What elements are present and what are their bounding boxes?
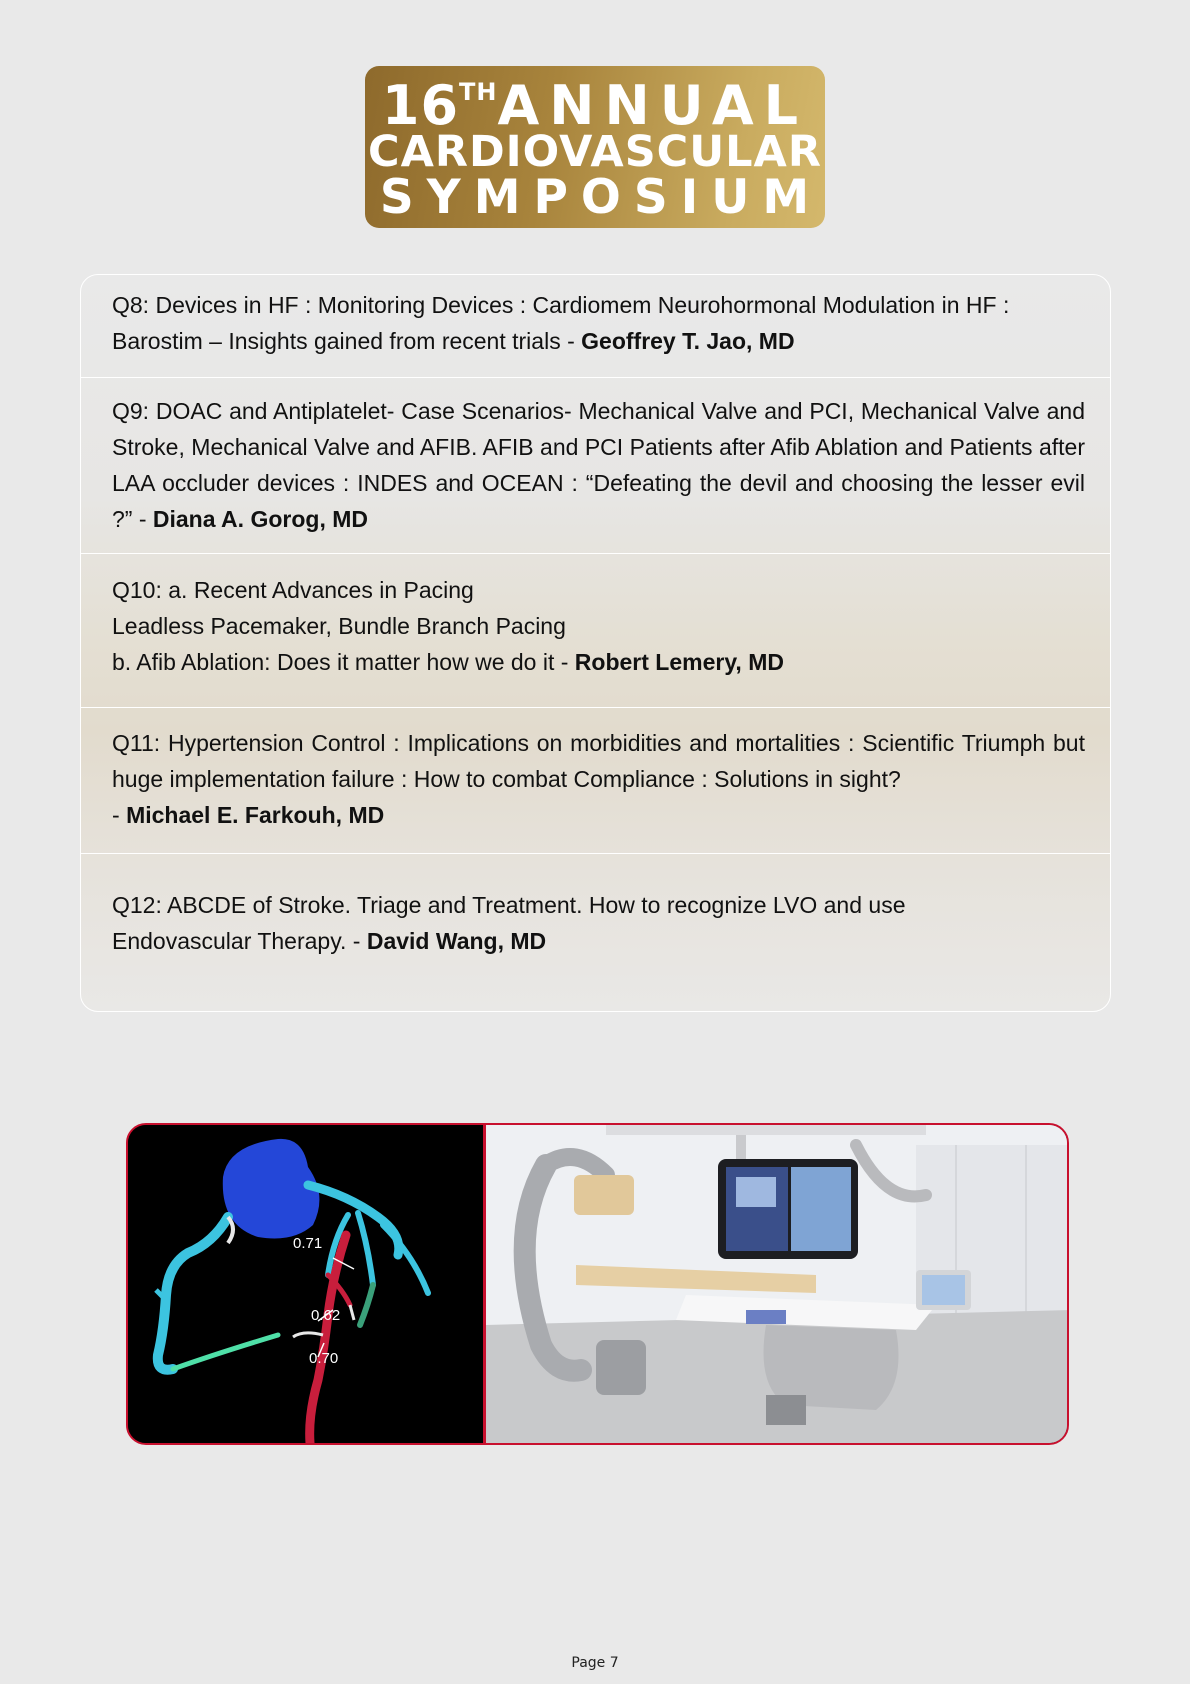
- session-q9-text: Q9: DOAC and Antiplatelet- Case Scenarios- Mechanical Valve and PCI, Mechanical Valve and Stroke, Mechanical Valve and AFIB. AFIB and PCI Patients after Afib Ablation and Patients after LAA occluder devices : INDES and OCEAN : “Defeating the devil and choosing the lesser evil ?” -: [112, 398, 1085, 532]
- session-q9: [81, 378, 1110, 554]
- session-q12: [81, 854, 1110, 1012]
- session-q8: [81, 275, 1110, 378]
- session-q8-speaker: Geoffrey T. Jao, MD: [581, 328, 795, 354]
- session-q12-line2: Endovascular Therapy. -: [112, 928, 367, 954]
- session-q8-text: Q8: Devices in HF : Monitoring Devices : Cardiomem Neurohormonal Modulation in HF : Barostim – Insights gained from recent trials -: [112, 292, 1010, 354]
- ffr-label-3: 0.70: [309, 1350, 339, 1367]
- page-number: Page 7: [571, 1655, 619, 1671]
- session-q12-speaker: David Wang, MD: [366, 928, 547, 954]
- ffr-label-1: 0.71: [293, 1235, 323, 1252]
- symposium-banner: [365, 66, 825, 228]
- session-list: [80, 274, 1111, 1012]
- session-q9-speaker: Diana A. Gorog, MD: [152, 506, 368, 532]
- session-q11: [81, 708, 1110, 854]
- session-q10-speaker: Robert Lemery, MD: [574, 649, 784, 675]
- cath-lab-photo: [486, 1125, 1067, 1443]
- session-q10: [81, 554, 1110, 708]
- session-q11-text: Q11: Hypertension Control : Implications on morbidities and mortalities : Scientific Triumph but huge implementation failure : How to combat Compliance : Solutions in sight?: [112, 730, 1085, 792]
- banner-word-symposium: SYMPOSIUM: [379, 170, 823, 225]
- session-q11-speaker: Michael E. Farkouh, MD: [126, 802, 385, 828]
- session-q11-prefix: -: [112, 802, 127, 828]
- ffr-label-2: 0.62: [311, 1307, 341, 1324]
- session-q10-line2: Leadless Pacemaker, Bundle Branch Pacing: [112, 613, 566, 639]
- coronary-angiography-image: [128, 1125, 483, 1443]
- session-q10-line1: Q10: a. Recent Advances in Pacing: [112, 577, 474, 603]
- session-q10-line3: b. Afib Ablation: Does it matter how we do it -: [112, 649, 575, 675]
- session-q12-line1: Q12: ABCDE of Stroke. Triage and Treatment. How to recognize LVO and use: [112, 892, 906, 918]
- cardiology-image: [126, 1123, 1069, 1445]
- cath-lab-graphic: [486, 1125, 1069, 1443]
- banner-word-annual: ANNUAL: [497, 74, 809, 137]
- banner-number: 16: [381, 74, 460, 137]
- banner-ordinal: TH: [459, 78, 498, 106]
- coronary-tree-graphic: [128, 1125, 483, 1443]
- banner-word-cardiovascular: CARDIOVASCULAR: [368, 127, 822, 177]
